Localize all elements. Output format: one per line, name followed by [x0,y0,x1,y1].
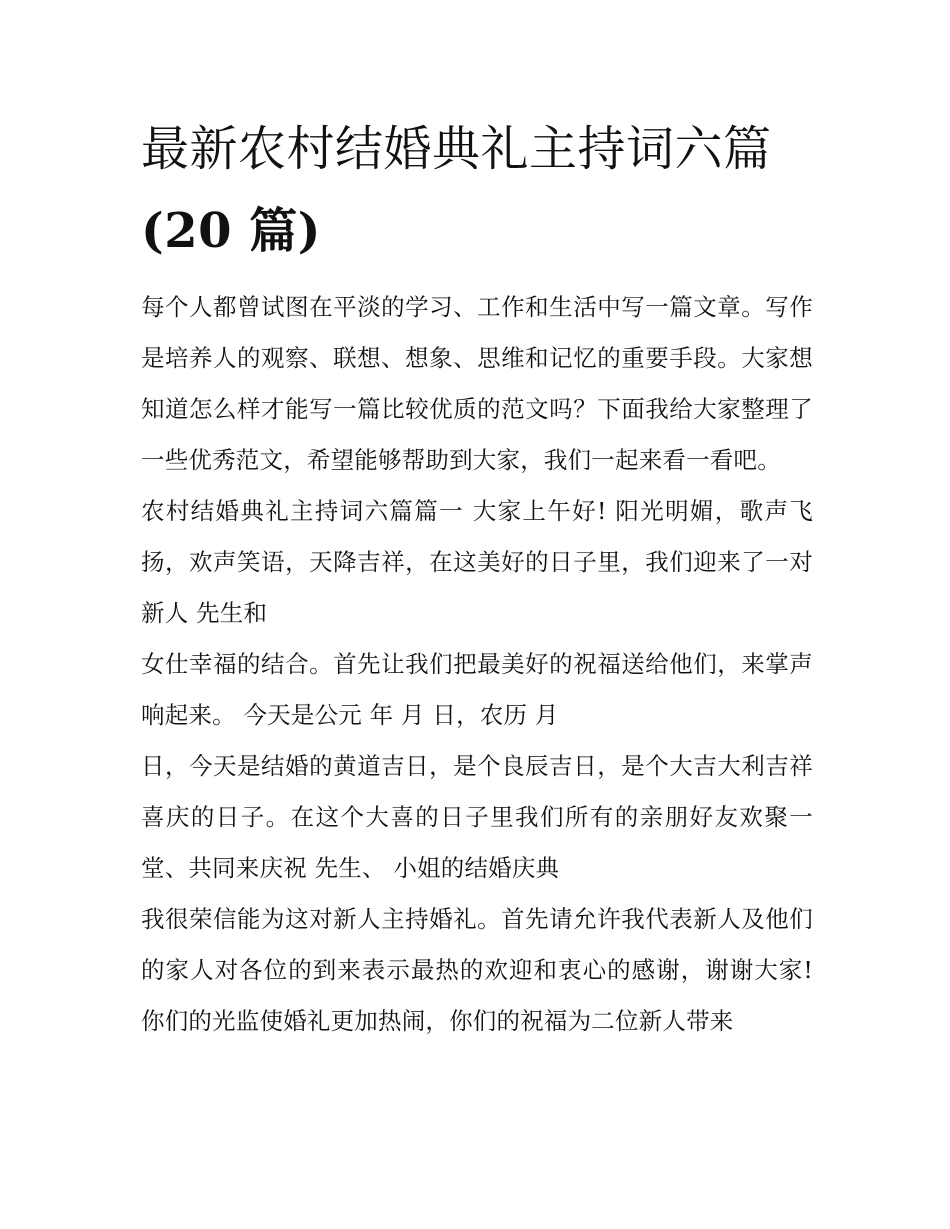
document-page [141,108,813,1047]
paragraph-opening: 农村结婚典礼主持词六篇篇一 大家上午好! 阳光明媚，歌声飞扬，欢声笑语，天降吉祥，在这美好的日子里，我们迎来了一对新人 先生和 [141,497,813,627]
document-body [141,282,813,1047]
paragraph-intro: 每个人都曾试图在平淡的学习、工作和生活中写一篇文章。写作是培养人的观察、联想、想象、思维和记忆的重要手段。大家想知道怎么样才能写一篇比较优质的范文吗？下面我给大家整理了一些优秀范文，希望能够帮助到大家，我们一起来看一看吧。 [141,293,813,474]
document-title-count: (20 篇) [141,203,321,259]
document-title [141,108,813,272]
document-title-main: 最新农村结婚典礼主持词六篇 [141,121,772,177]
paragraph-blessing: 女仕幸福的结合。首先让我们把最美好的祝福送给他们，来掌声响起来。 今天是公元 年 月 日，农历 月 [141,650,813,729]
paragraph-welcome: 我很荣信能为这对新人主持婚礼。首先请允许我代表新人及他们的家人对各位的到来表示最热的欢迎和衷心的感谢，谢谢大家!你们的光监使婚礼更加热闹，你们的祝福为二位新人带来 [141,905,813,1035]
paragraph-date: 日，今天是结婚的黄道吉日，是个良辰吉日，是个大吉大利吉祥喜庆的日子。在这个大喜的日子里我们所有的亲朋好友欢聚一堂、共同来庆祝 先生、 小姐的结婚庆典 [141,752,813,882]
